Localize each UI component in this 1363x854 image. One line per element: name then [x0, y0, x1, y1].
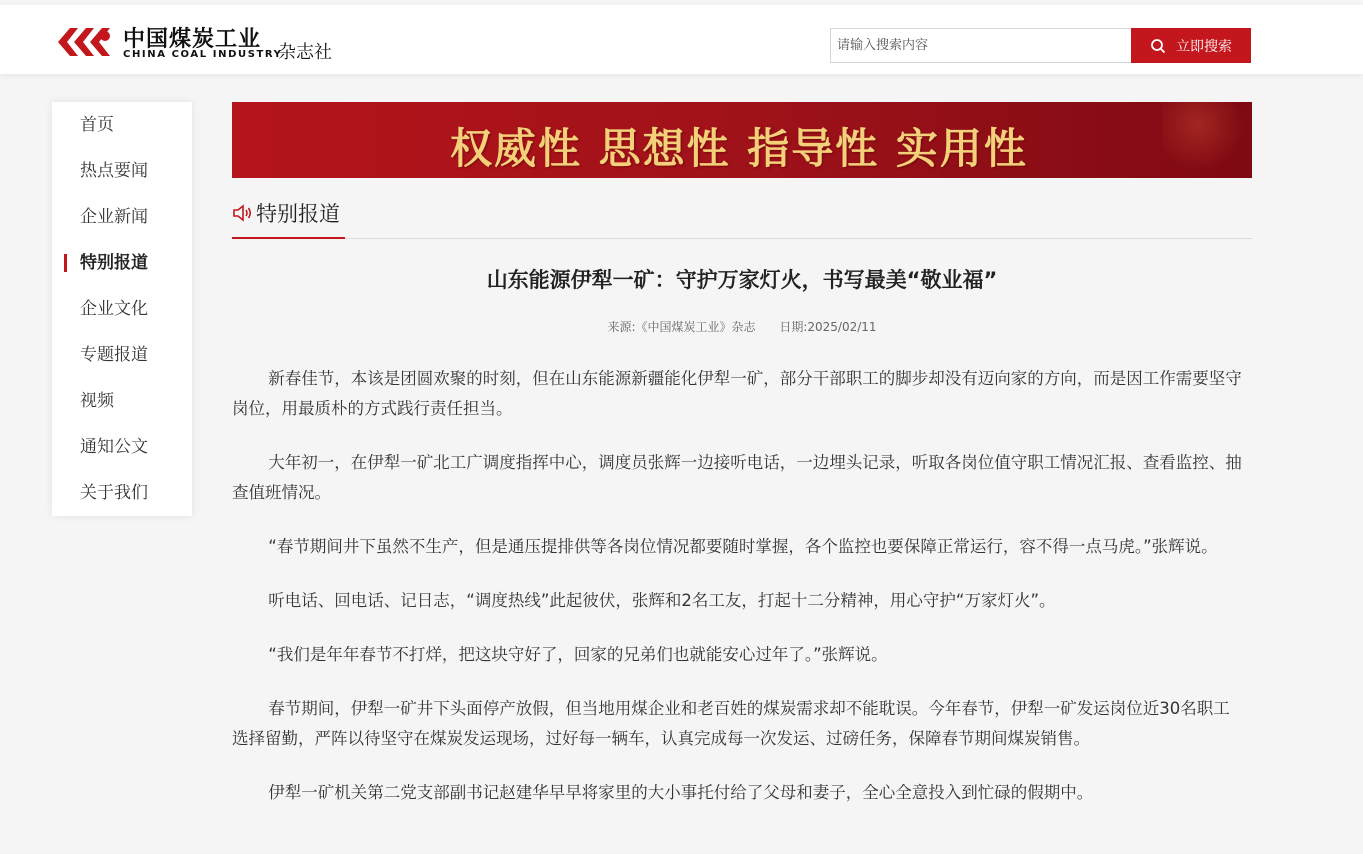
speaker-icon [232, 203, 254, 223]
article-body [232, 364, 1244, 832]
logo-chinese-name: 中国煤炭工业 [123, 27, 262, 52]
site-header [0, 5, 1363, 74]
sidebar-item-hot-news[interactable]: 热点要闻 [80, 161, 148, 181]
slogan-banner [232, 102, 1252, 178]
sidebar-item-culture[interactable]: 企业文化 [80, 299, 148, 319]
article-paragraph: “春节期间井下虽然不生产，但是通压提排供等各岗位情况都要随时掌握，各个监控也要保障正常运行，容不得一点马虎。”张辉说。 [268, 537, 1218, 556]
search-button[interactable] [1131, 28, 1251, 63]
article-paragraph: 新春佳节，本该是团圆欢聚的时刻，但在山东能源新疆能化伊犁一矿，部分干部职工的脚步却没有迈向家的方向，而是因工作需要坚守岗位，用最质朴的方式践行责任担当。 [232, 369, 1242, 418]
logo-english-name: CHINA COAL INDUSTRY [123, 49, 283, 60]
banner-slogan: 权威性 思想性 指导性 实用性 [450, 124, 1028, 173]
sidebar-item-special-report[interactable]: 特别报道 [52, 240, 192, 286]
search-button-label: 立即搜索 [1176, 38, 1232, 55]
sidebar-item-company-news[interactable]: 企业新闻 [80, 207, 148, 227]
article-meta [232, 318, 1252, 335]
section-header [232, 188, 1252, 239]
article-date: 日期:2025/02/11 [779, 320, 877, 334]
article-source: 来源:《中国煤炭工业》杂志 [607, 320, 756, 334]
site-logo[interactable] [52, 22, 352, 62]
sidebar-item-notices[interactable]: 通知公文 [80, 437, 148, 457]
sidebar-item-about[interactable]: 关于我们 [80, 483, 148, 503]
article-paragraph: “我们是年年春节不打烊，把这块守好了，回家的兄弟们也就能安心过年了。”张辉说。 [268, 645, 888, 664]
sidebar-item-topics[interactable]: 专题报道 [80, 345, 148, 365]
section-title-text: 特别报道 [256, 201, 340, 226]
article-paragraph: 大年初一，在伊犁一矿北工广调度指挥中心，调度员张辉一边接听电话，一边埋头记录，听取各岗位值守职工情况汇报、查看监控、抽查值班情况。 [232, 453, 1242, 502]
search-input[interactable] [830, 28, 1131, 63]
logo-subtitle: 杂志社 [278, 42, 332, 63]
article-paragraph: 春节期间，伊犁一矿井下头面停产放假，但当地用煤企业和老百姓的煤炭需求却不能耽误。今年春节，伊犁一矿发运岗位近30名职工选择留勤，严阵以待坚守在煤炭发运现场，过好每一辆车，认真完成每一次发运、过磅任务，保障春节期间煤炭销售。 [232, 699, 1230, 748]
section-title [232, 188, 345, 239]
article-paragraph: 伊犁一矿机关第二党支部副书记赵建华早早将家里的大小事托付给了父母和妻子，全心全意投入到忙碌的假期中。 [268, 783, 1094, 802]
sidebar-item-video[interactable]: 视频 [80, 391, 114, 411]
article-paragraph: 听电话、回电话、记日志，“调度热线”此起彼伏，张辉和2名工友，打起十二分精神，用心守护“万家灯火”。 [268, 591, 1056, 610]
search-icon [1150, 38, 1166, 54]
banner-decoration [1162, 102, 1252, 178]
sidebar-item-home[interactable]: 首页 [80, 115, 114, 135]
logo-mark-icon [52, 24, 114, 60]
article-title: 山东能源伊犁一矿：守护万家灯火，书写最美“敬业福” [486, 268, 998, 292]
sidebar-nav [52, 102, 192, 516]
